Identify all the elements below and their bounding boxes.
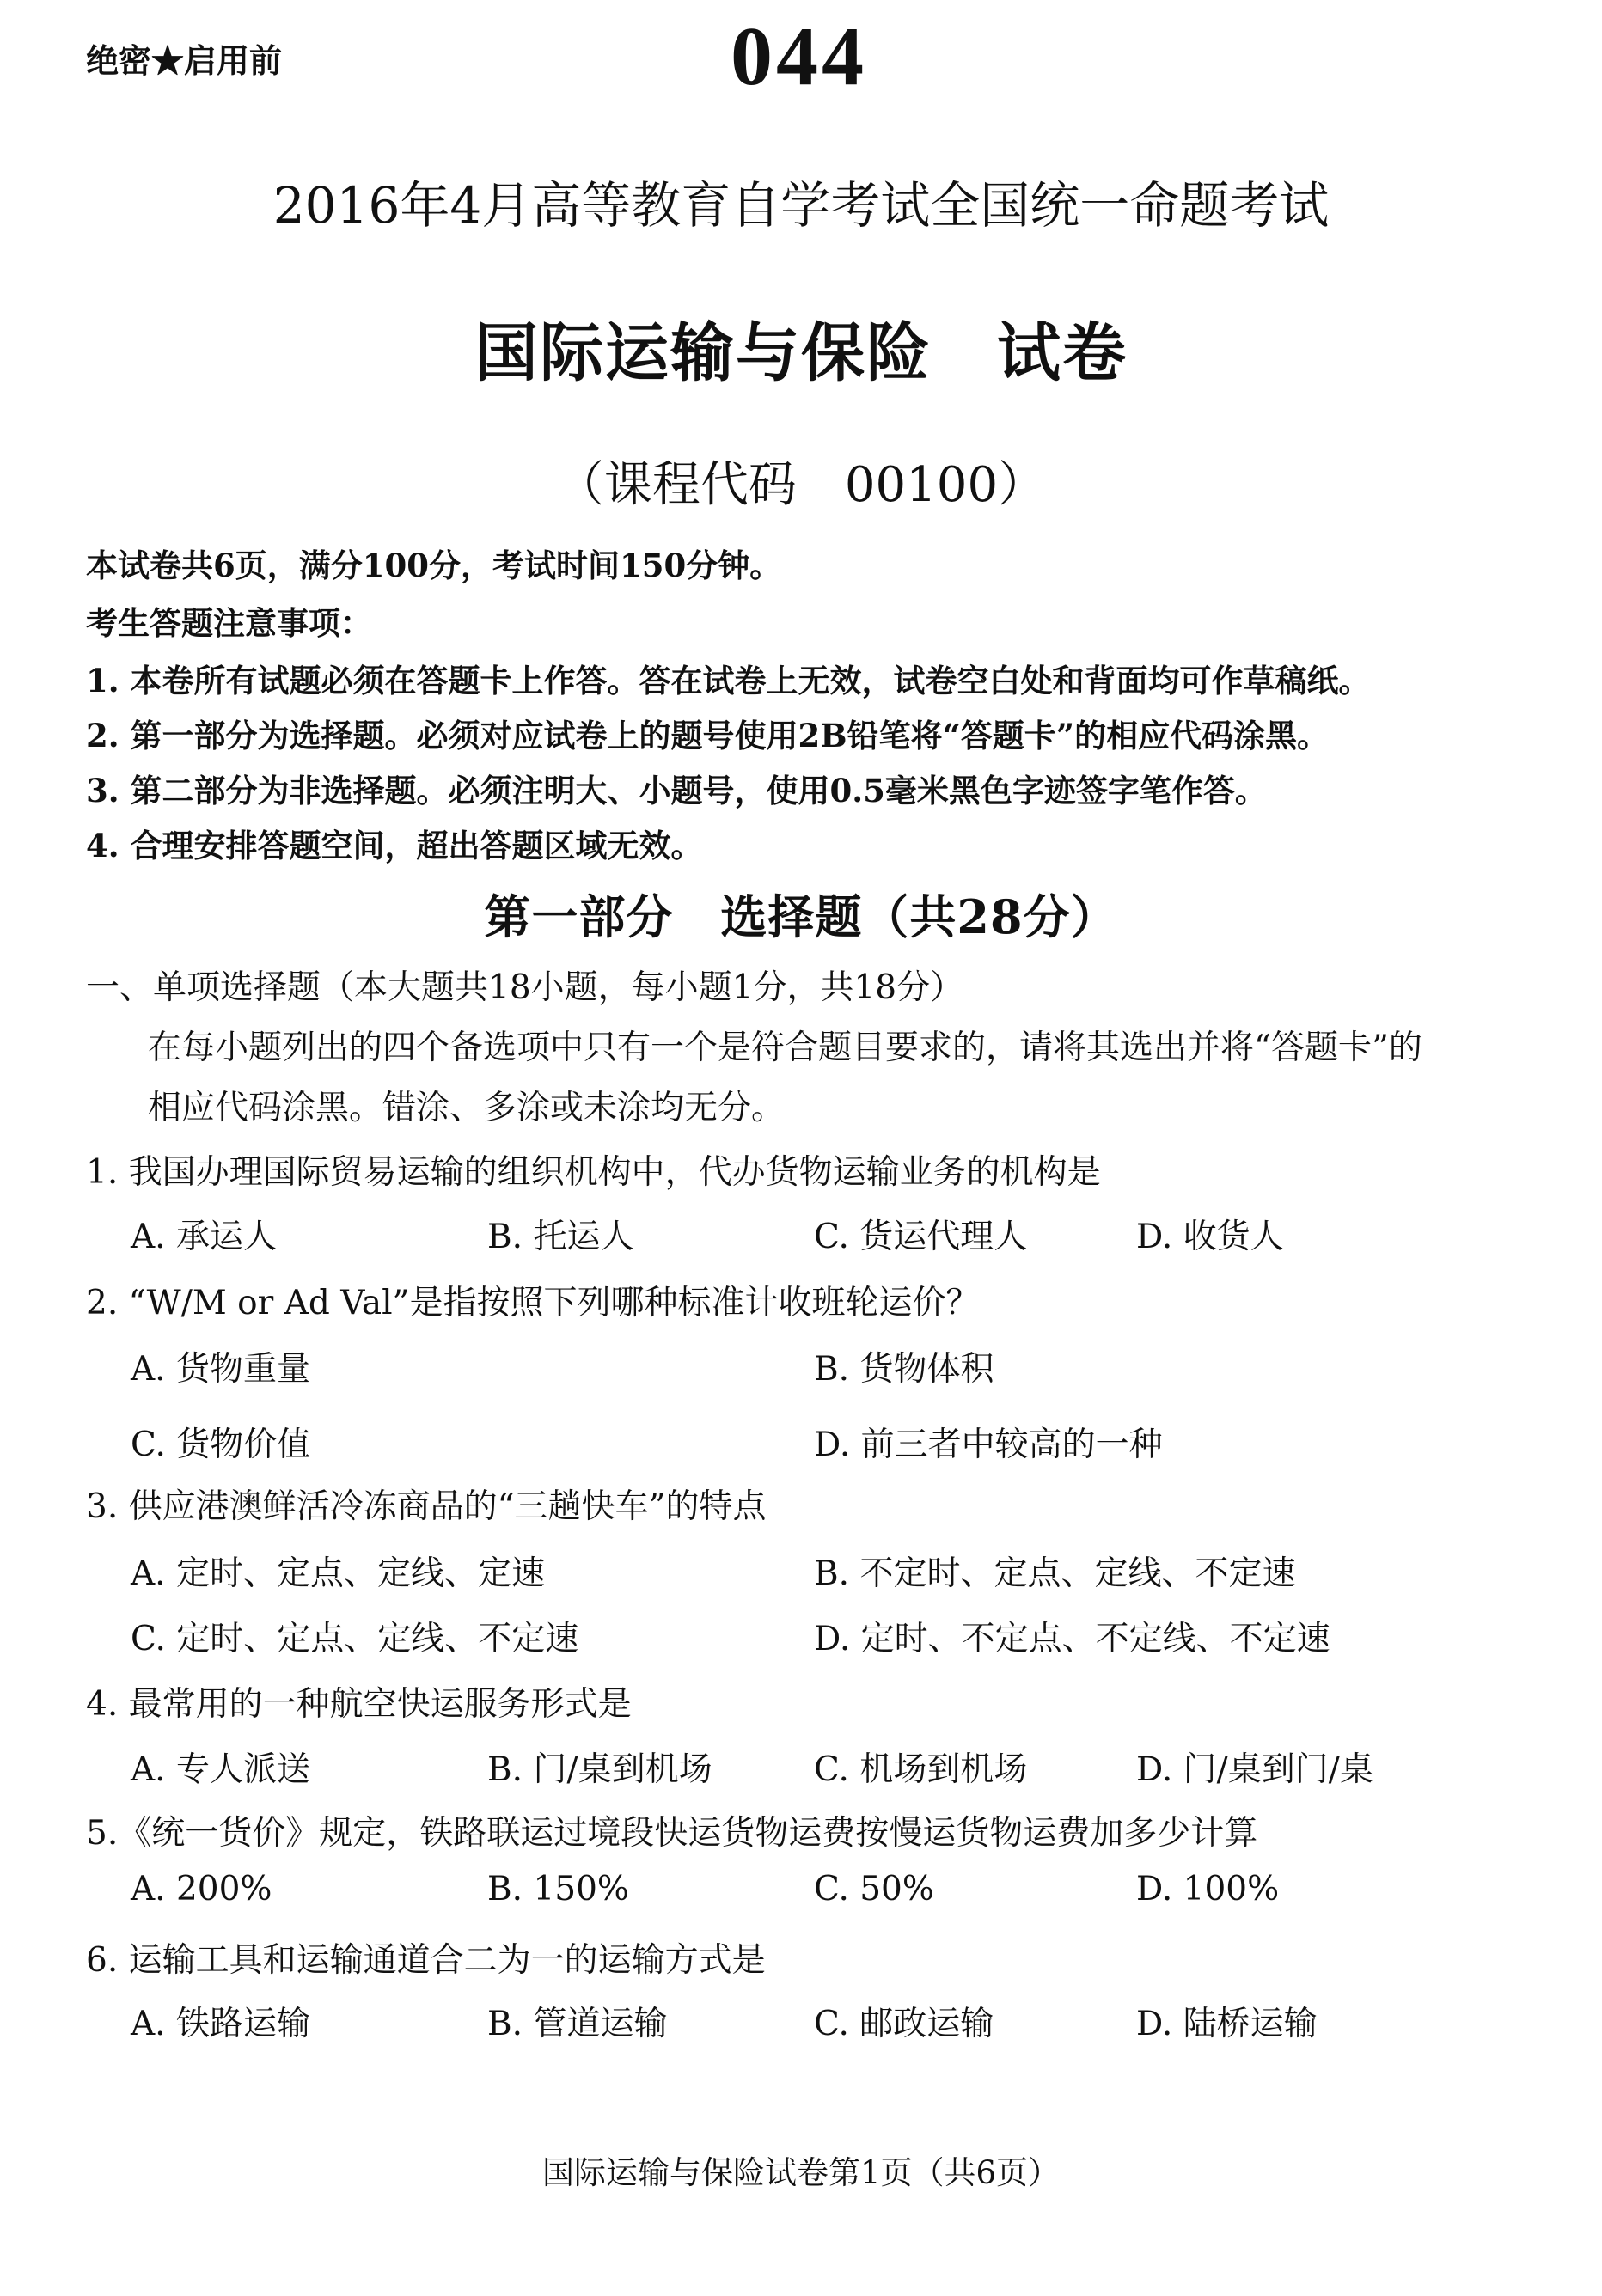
question-2-option-c: C. 货物价值 — [131, 1426, 311, 1464]
paper-title: 国际运输与保险 试卷 — [474, 316, 1128, 390]
question-5-option-b: B. 150% — [487, 1870, 629, 1908]
question-3-option-b: B. 不定时、定点、定线、不定速 — [814, 1554, 1296, 1593]
question-3-option-c: C. 定时、定点、定线、不定速 — [131, 1620, 579, 1658]
question-4-option-c: C. 机场到机场 — [814, 1750, 1028, 1789]
section-instruction: 相应代码涂黑。错涂、多涂或未涂均无分。 — [148, 1089, 786, 1127]
part-one-title: 第一部分 选择题（共28分） — [484, 889, 1118, 944]
question-2-option-a: A. 货物重量 — [131, 1350, 310, 1389]
question-6-option-c: C. 邮政运输 — [814, 2005, 994, 2043]
question-3-option-a: A. 定时、定点、定线、定速 — [131, 1554, 545, 1593]
notice-heading: 考生答题注意事项： — [86, 604, 372, 642]
question-3: 3. 供应港澳鲜活冷冻商品的“三趟快车”的特点 — [86, 1487, 767, 1526]
question-4-option-b: B. 门/桌到机场 — [487, 1750, 712, 1789]
question-1-option-c: C. 货运代理人 — [814, 1218, 1028, 1256]
question-5-option-a: A. 200% — [131, 1870, 272, 1908]
question-5-option-c: C. 50% — [814, 1870, 934, 1908]
paper-info: 本试卷共6页，满分100分，考试时间150分钟。 — [86, 547, 782, 584]
exam-title: 2016年4月高等教育自学考试全国统一命题考试 — [272, 176, 1330, 235]
question-1: 1. 我国办理国际贸易运输的组织机构中，代办货物运输业务的机构是 — [86, 1153, 1101, 1192]
question-4-option-a: A. 专人派送 — [131, 1750, 310, 1789]
question-4-option-d: D. 门/桌到门/桌 — [1136, 1750, 1373, 1789]
question-1-option-a: A. 承运人 — [131, 1218, 277, 1256]
notice-item: 1. 本卷所有试题必须在答题卡上作答。答在试卷上无效，试卷空白处和背面均可作草稿纸。 — [86, 662, 1371, 699]
question-6-option-b: B. 管道运输 — [487, 2005, 668, 2043]
question-5-option-d: D. 100% — [1136, 1870, 1280, 1908]
question-2-option-d: D. 前三者中较高的一种 — [814, 1426, 1163, 1464]
question-1-option-d: D. 收货人 — [1136, 1218, 1284, 1256]
question-4: 4. 最常用的一种航空快运服务形式是 — [86, 1685, 632, 1724]
question-1-option-b: B. 托运人 — [487, 1218, 634, 1256]
notice-item: 3. 第二部分为非选择题。必须注明大、小题号，使用0.5毫米黑色字迹签字笔作答。 — [86, 772, 1267, 809]
section-heading: 一、单项选择题（本大题共18小题，每小题1分，共18分） — [86, 968, 964, 1007]
question-2: 2. “W/M or Ad Val”是指按照下列哪种标准计收班轮运价？ — [86, 1284, 980, 1322]
section-instruction: 在每小题列出的四个备选项中只有一个是符合题目要求的，请将其选出并将“答题卡”的 — [148, 1029, 1422, 1067]
notice-item: 4. 合理安排答题空间，超出答题区域无效。 — [86, 827, 703, 864]
question-3-option-d: D. 定时、不定点、不定线、不定速 — [814, 1620, 1330, 1658]
page-footer: 国际运输与保险试卷第1页（共6页） — [541, 2154, 1061, 2191]
paper-code: 044 — [731, 10, 867, 103]
question-6: 6. 运输工具和运输通道合二为一的运输方式是 — [86, 1941, 766, 1980]
question-6-option-d: D. 陆桥运输 — [1136, 2005, 1318, 2043]
course-code: （课程代码 00100） — [555, 457, 1047, 513]
question-5: 5.《统一货价》规定，铁路联运过境段快运货物运费按慢运货物运费加多少计算 — [86, 1814, 1258, 1853]
question-2-option-b: B. 货物体积 — [814, 1350, 994, 1389]
question-6-option-a: A. 铁路运输 — [131, 2005, 310, 2043]
notice-item: 2. 第一部分为选择题。必须对应试卷上的题号使用2B铅笔将“答题卡”的相应代码涂黑。 — [86, 717, 1330, 754]
secret-label: 绝密★启用前 — [86, 41, 283, 80]
